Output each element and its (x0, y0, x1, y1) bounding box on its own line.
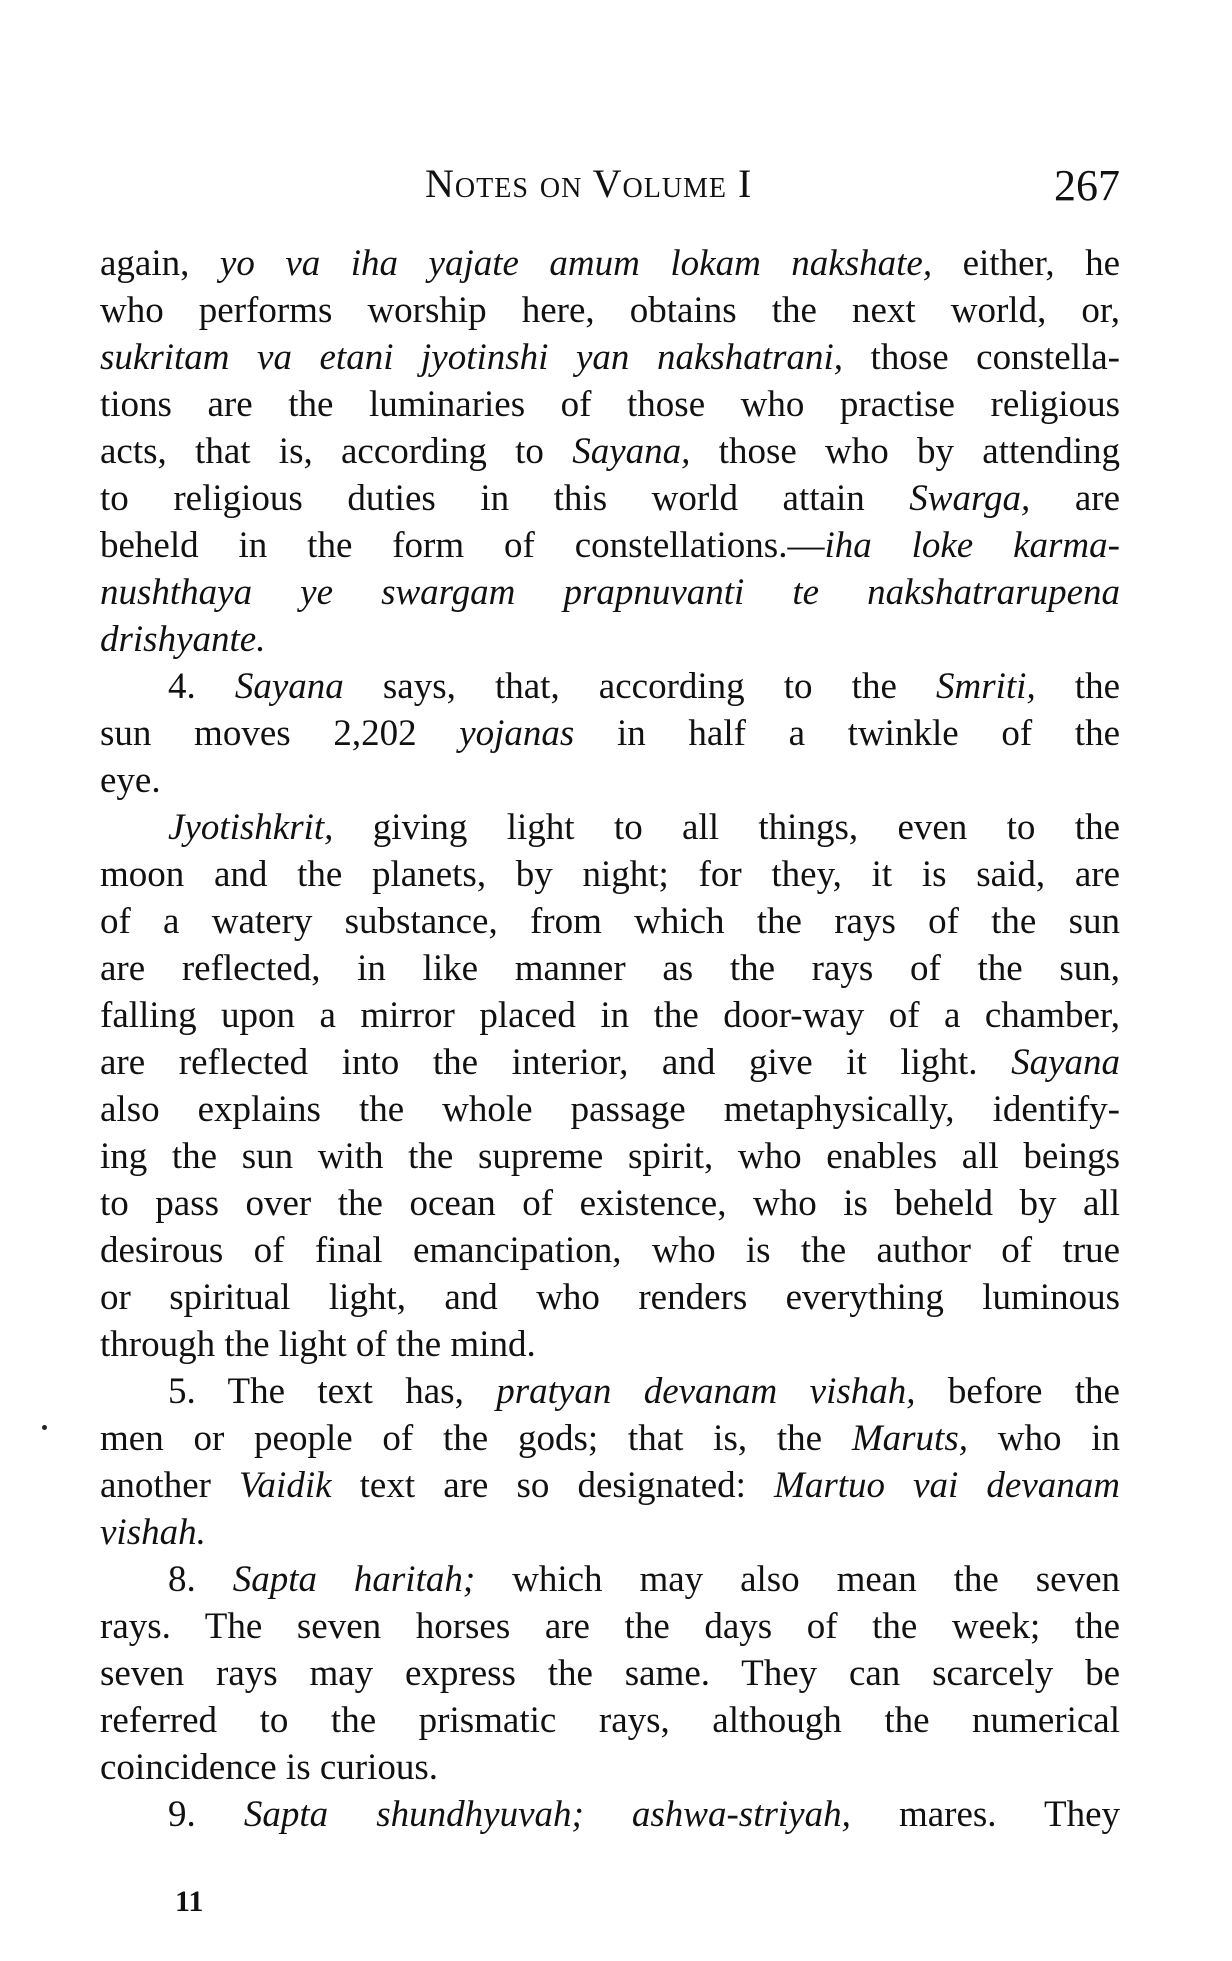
text-line (100, 1603, 1120, 1650)
italic-term: Sayana (234, 666, 344, 707)
text-line (100, 428, 1120, 475)
text-run: in half a twinkle of the (574, 713, 1120, 754)
text-line (100, 1744, 1120, 1791)
text-run: are reflected, in like manner as the rays of the sun, (100, 948, 1120, 989)
italic-term: iha loke karma- (824, 525, 1120, 566)
text-run: another (100, 1465, 240, 1506)
text-line (100, 945, 1120, 992)
text-line (100, 1180, 1120, 1227)
italic-term: sukritam va etani jyotinshi yan nakshatrani, (100, 337, 843, 378)
text-run: also explains the whole passage metaphysically, identify- (100, 1089, 1120, 1130)
running-title: Notes on Volume I (425, 161, 753, 206)
text-run: eye. (100, 760, 161, 801)
italic-term: Swarga, (909, 478, 1031, 519)
italic-term: yo va iha yajate amum lokam nakshate, (219, 243, 933, 284)
text-run: giving light to all things, even to the (333, 807, 1120, 848)
notes-body (100, 240, 1120, 1838)
text-run: coincidence is curious. (100, 1747, 439, 1788)
italic-term: Sayana (1011, 1042, 1120, 1083)
page-number: 267 (1054, 161, 1120, 210)
text-run: falling upon a mirror placed in the door-way of a chamber, (100, 995, 1120, 1036)
text-run: 5. The text has, (168, 1371, 497, 1412)
text-run: 8. (168, 1559, 233, 1600)
text-run: desirous of final emancipation, who is the author of true (100, 1230, 1120, 1271)
text-run: beheld in the form of constellations.— (100, 525, 825, 566)
text-run: sun moves 2,202 (100, 713, 460, 754)
italic-term: yojanas (459, 713, 575, 754)
italic-term: Sapta shundhyuvah; ashwa-striyah, (243, 1794, 851, 1835)
text-run: to religious duties in this world attain (100, 478, 910, 519)
italic-term: nushthaya ye swargam prapnuvanti te nakshatrarupena (100, 572, 1120, 613)
text-line (100, 475, 1120, 522)
text-line (100, 1462, 1120, 1509)
text-line (100, 240, 1120, 287)
text-run: seven rays may express the same. They can scarcely be (100, 1653, 1120, 1694)
text-line (100, 804, 1120, 851)
text-run: rays. The seven horses are the days of the week; the (100, 1606, 1120, 1647)
text-line (100, 1274, 1120, 1321)
signature-mark: 11 (175, 1885, 204, 1918)
text-line (100, 1697, 1120, 1744)
text-run: either, he (932, 243, 1120, 284)
text-line (100, 992, 1120, 1039)
text-line (100, 663, 1120, 710)
text-line (100, 710, 1120, 757)
italic-term: Sayana, (572, 431, 691, 472)
text-run: says, that, according to the (343, 666, 936, 707)
running-head (100, 160, 1120, 220)
text-run: who in (967, 1418, 1120, 1459)
text-run: referred to the prismatic rays, although the numerical (100, 1700, 1120, 1741)
italic-term: Jyotishkrit, (168, 807, 334, 848)
text-run: the (1035, 666, 1120, 707)
text-line (100, 1227, 1120, 1274)
text-run: through the light of the mind. (100, 1324, 536, 1365)
italic-term: drishyante. (100, 619, 266, 660)
text-run: or spiritual light, and who renders everything luminous (100, 1277, 1120, 1318)
text-run: of a watery substance, from which the rays of the sun (100, 901, 1120, 942)
text-line (100, 334, 1120, 381)
text-line (100, 1650, 1120, 1697)
text-run: those who by attending (690, 431, 1120, 472)
italic-term: Smriti, (935, 666, 1036, 707)
text-run: 4. (168, 666, 235, 707)
italic-term: Maruts, (851, 1418, 968, 1459)
text-run: again, (100, 243, 220, 284)
text-run: ing the sun with the supreme spirit, who enables all beings (100, 1136, 1120, 1177)
text-run: those constella- (843, 337, 1120, 378)
text-line (100, 851, 1120, 898)
text-line (100, 757, 1120, 804)
text-run: are reflected into the interior, and give it light. (100, 1042, 1012, 1083)
text-line (100, 1368, 1120, 1415)
text-run: moon and the planets, by night; for they, it is said, are (100, 854, 1120, 895)
text-line (100, 381, 1120, 428)
text-line (100, 1321, 1120, 1368)
text-line (100, 1509, 1120, 1556)
text-line (100, 1133, 1120, 1180)
text-run: which may also mean the seven (475, 1559, 1120, 1600)
margin-mark (42, 1425, 47, 1430)
text-line (100, 1415, 1120, 1462)
text-run: before the (915, 1371, 1120, 1412)
text-line (100, 569, 1120, 616)
text-run: acts, that is, according to (100, 431, 573, 472)
text-line (100, 616, 1120, 663)
italic-term: Vaidik (239, 1465, 332, 1506)
italic-term: pratyan devanam vishah, (496, 1371, 916, 1412)
text-line (100, 1556, 1120, 1603)
text-run: are (1030, 478, 1120, 519)
text-line (100, 898, 1120, 945)
text-run: to pass over the ocean of existence, who is beheld by all (100, 1183, 1120, 1224)
text-line (100, 1791, 1120, 1838)
text-line (100, 1086, 1120, 1133)
text-run: mares. They (850, 1794, 1120, 1835)
text-run: who performs worship here, obtains the next world, or, (100, 290, 1120, 331)
text-run: 9. (168, 1794, 244, 1835)
text-run: text are so designated: (331, 1465, 775, 1506)
text-run: men or people of the gods; that is, the (100, 1418, 852, 1459)
text-line (100, 1039, 1120, 1086)
text-run: tions are the luminaries of those who practise religious (100, 384, 1120, 425)
italic-term: vishah. (100, 1512, 206, 1553)
text-line (100, 287, 1120, 334)
italic-term: Sapta haritah; (232, 1559, 476, 1600)
text-line (100, 522, 1120, 569)
italic-term: Martuo vai devanam (774, 1465, 1120, 1506)
